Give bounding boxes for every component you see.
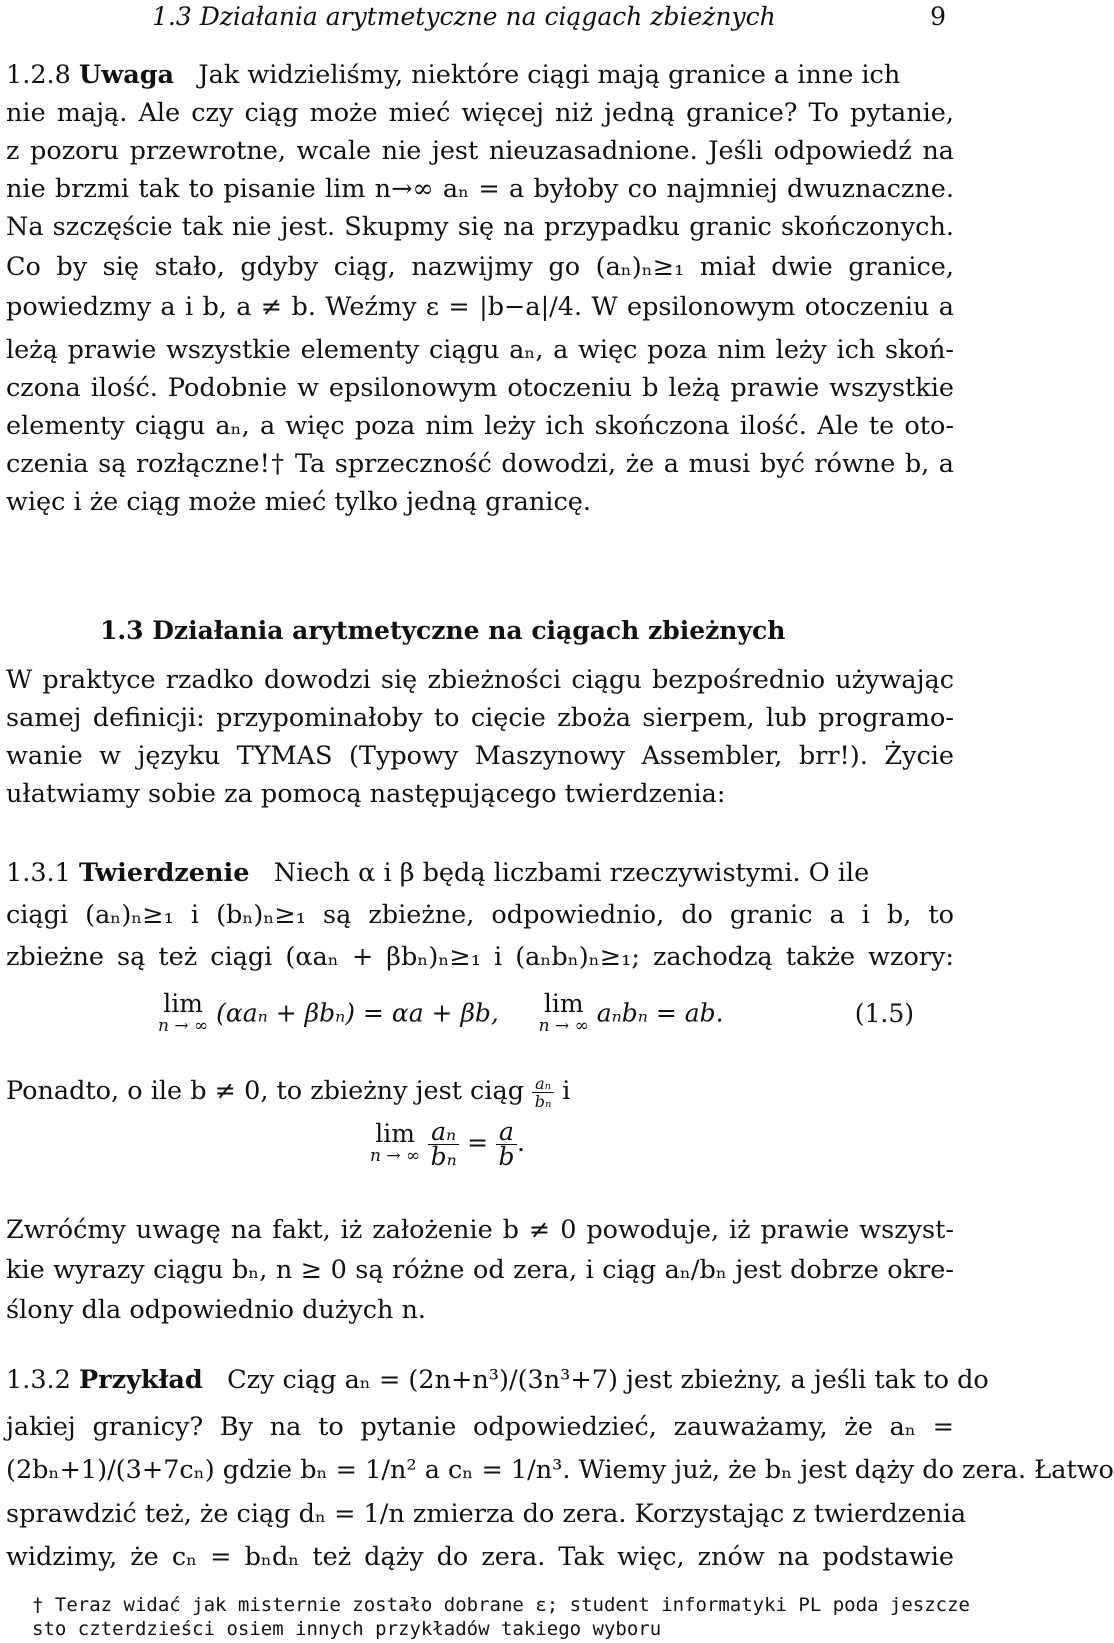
example-line-5: widzimy, że cₙ = bₙdₙ też dąży do zera. Tak więc, znów na podstawie	[6, 1542, 954, 1572]
remark-line-1	[6, 58, 954, 92]
limit-operator-2: lim n → ∞	[538, 989, 589, 1036]
footnote-line-2: sto czterdzieści osiem innych przykładów takiego wyboru	[32, 1618, 662, 1640]
running-header-title: 1.3 Działania arytmetyczne na ciągach zbieżnych	[152, 2, 776, 31]
remark-line-10: elementy ciągu aₙ, a więc poza nim leży ich skończona ilość. Ale te oto-	[6, 411, 954, 441]
example-number: 1.3.2	[6, 1365, 71, 1395]
eq-linear-combination: (αaₙ + βbₙ) = αa + βb,	[216, 998, 499, 1028]
example-label: Przykład	[79, 1365, 203, 1395]
example-line-1	[6, 1363, 989, 1397]
intro-line-4: ułatwiamy sobie za pomocą następującego twierdzenia:	[6, 779, 726, 809]
limit-operator-3: lim n → ∞	[370, 1118, 421, 1166]
example-text-1: Czy ciąg aₙ = (2n+n³)/(3n³+7) jest zbieżny, a jeśli tak to do	[227, 1365, 989, 1395]
ratio-limit-fraction: $\frac{a}{b}$	[496, 1120, 517, 1169]
footnote-line-1: † Teraz widać jak misternie zostało dobrane ε; student informatyki PL poda jeszcze	[32, 1594, 970, 1616]
equation-ratio-limit: lim n → ∞ $\frac{\text{aₙ}}{\text{bₙ}}$ = $\frac{a}{b}$ .	[370, 1117, 525, 1171]
page-number: 9	[930, 2, 946, 31]
remark-line-8: leżą prawie wszystkie elementy ciągu aₙ, a więc poza nim leży ich skoń-	[6, 335, 954, 365]
ratio-fraction-inline: $\frac{\text{aₙ}}{\text{bₙ}}$	[532, 1075, 554, 1110]
after-line-3: ślony dla odpowiednio dużych n.	[6, 1295, 427, 1325]
theorem-number: 1.3.1	[6, 858, 71, 888]
remark-line-7: powiedzmy a i b, a ≠ b. Weźmy ε = |b−a|/4. W epsilonowym otoczeniu a	[6, 292, 954, 322]
ponadto-line: Ponadto, o ile b ≠ 0, to zbieżny jest ciąg $\frac{\text{aₙ}}{\text{bₙ}}$ i	[6, 1073, 571, 1111]
remark-line-6: Co by się stało, gdyby ciąg, nazwijmy go (aₙ)ₙ≥₁ miał dwie granice,	[6, 252, 954, 282]
theorem-label: Twierdzenie	[79, 858, 250, 888]
remark-line-11: czenia są rozłączne!† Ta sprzeczność dowodzi, że a musi być równe b, a	[6, 449, 954, 479]
example-line-2: jakiej granicy? By na to pytanie odpowiedzieć, zauważamy, że aₙ =	[6, 1412, 954, 1442]
intro-line-3: wanie w języku TYMAS (Typowy Maszynowy Assembler, brr!). Życie	[6, 741, 954, 771]
remark-line-5: Na szczęście tak nie jest. Skupmy się na przypadku granic skończonych.	[6, 212, 954, 242]
remark-line-2: nie mają. Ale czy ciąg może mieć więcej niż jedną granice? To pytanie,	[6, 98, 954, 128]
eq-product: aₙbₙ = ab.	[596, 998, 724, 1028]
equation-number: (1.5)	[854, 999, 914, 1028]
intro-line-2: samej definicji: przypominałoby to cięcie zboża sierpem, lub programo-	[6, 703, 954, 733]
theorem-text-1: Niech α i β będą liczbami rzeczywistymi. O ile	[273, 858, 870, 888]
theorem-line-3: zbieżne są też ciągi (αaₙ + βbₙ)ₙ≥₁ i (aₙbₙ)ₙ≥₁; zachodzą także wzory:	[6, 942, 954, 972]
theorem-line-1	[6, 856, 954, 890]
ratio-fraction: $\frac{\text{aₙ}}{\text{bₙ}}$	[428, 1120, 459, 1169]
intro-line-1: W praktyce rzadko dowodzi się zbieżności ciągu bezpośrednio używając	[6, 665, 954, 695]
example-line-4: sprawdzić też, że ciąg dₙ = 1/n zmierza do zera. Korzystając z twierdzenia	[6, 1499, 967, 1529]
after-line-2: kie wyrazy ciągu bₙ, n ≥ 0 są różne od zera, i ciąg aₙ/bₙ jest dobrze okre-	[6, 1255, 954, 1285]
limit-operator: lim n → ∞	[158, 989, 209, 1036]
example-line-3: (2bₙ+1)/(3+7cₙ) gdzie bₙ = 1/n² a cₙ = 1/n³. Wiemy już, że bₙ jest dąży do zera. Łatwo	[6, 1455, 1114, 1485]
remark-number: 1.2.8	[6, 60, 71, 90]
remark-line-3: z pozoru przewrotne, wcale nie jest nieuzasadnione. Jeśli odpowiedź na	[6, 136, 954, 166]
equation-1-5	[158, 989, 724, 1037]
remark-text-1: Jak widzieliśmy, niektóre ciągi mają granice a inne ich	[198, 60, 901, 90]
remark-line-12: więc i że ciąg może mieć tylko jedną granicę.	[6, 487, 591, 517]
section-heading: 1.3 Działania arytmetyczne na ciągach zbieżnych	[100, 616, 786, 645]
remark-label: Uwaga	[79, 60, 175, 90]
remark-line-9: czona ilość. Podobnie w epsilonowym otoczeniu b leżą prawie wszystkie	[6, 373, 954, 403]
theorem-line-2: ciągi (aₙ)ₙ≥₁ i (bₙ)ₙ≥₁ są zbieżne, odpowiednio, do granic a i b, to	[6, 900, 954, 930]
after-line-1: Zwróćmy uwagę na fakt, iż założenie b ≠ 0 powoduje, iż prawie wszyst-	[6, 1215, 954, 1245]
remark-line-4: nie brzmi tak to pisanie lim n→∞ aₙ = a byłoby co najmniej dwuznaczne.	[6, 174, 954, 204]
